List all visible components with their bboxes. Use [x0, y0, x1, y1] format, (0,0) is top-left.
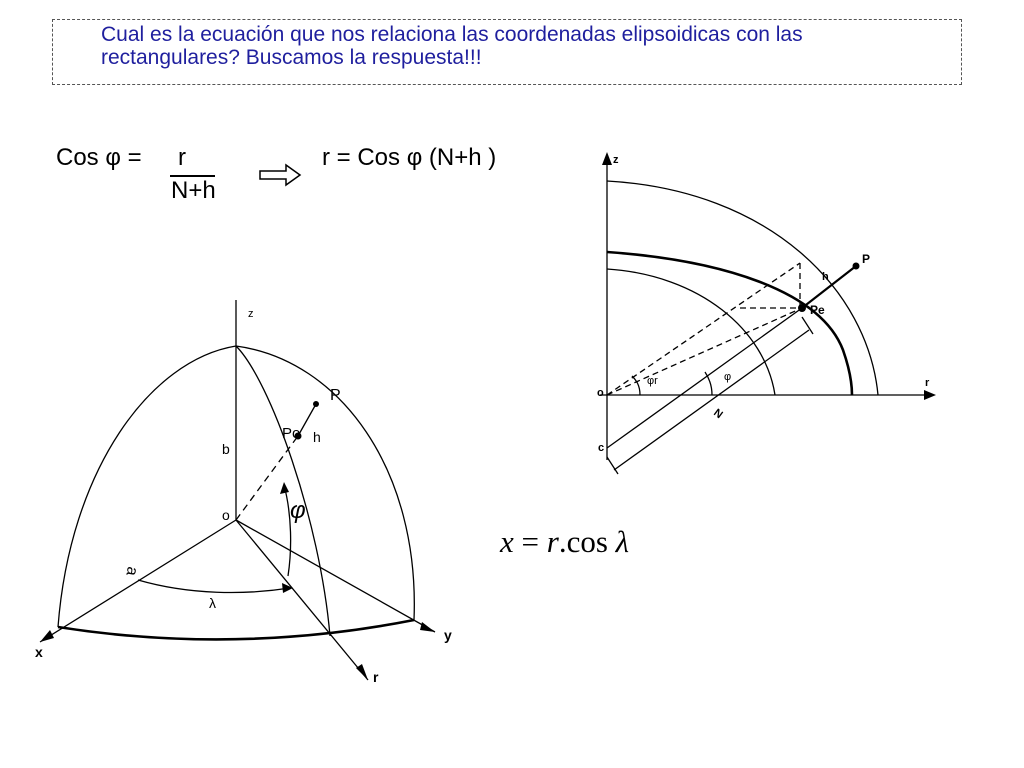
eq-r: r: [546, 524, 559, 559]
label-phi-r: φr: [647, 375, 658, 387]
point-Pe: [798, 304, 806, 312]
label-x: x: [35, 644, 43, 660]
x-equation: [500, 522, 629, 562]
label-z-3d: z: [248, 308, 254, 320]
label-phi-3d: φ: [290, 497, 306, 524]
formula-right: r = Cos φ (N+h ): [322, 144, 497, 171]
label-r-2d: r: [925, 377, 930, 389]
phi-r-arc-2d: [632, 376, 640, 395]
eq-lambda: λ: [615, 524, 630, 559]
label-h-2d: h: [822, 271, 829, 283]
formula-denominator: N+h: [171, 177, 216, 204]
label-lambda: λ: [209, 595, 216, 611]
outer-circle-arc: [607, 181, 878, 395]
label-h-3d: h: [313, 429, 321, 445]
label-P-2d: P: [862, 252, 871, 266]
formula-numerator: r: [178, 144, 186, 171]
eq-equals: =: [521, 524, 539, 559]
label-Pe: Pe: [810, 303, 825, 317]
e-dashed: [607, 263, 800, 395]
question-text: Cual es la ecuación que nos relaciona las coordenadas elipsoidicas con las rectangulares? Buscamos la respuesta!!!: [101, 23, 803, 69]
r-arrow-2d-icon: [924, 390, 936, 400]
h-line: [802, 266, 856, 308]
label-o-2d: o: [597, 387, 604, 399]
label-Po: Po: [282, 425, 301, 442]
label-c: c: [598, 442, 605, 454]
N-tick-start: [607, 457, 618, 474]
label-N: N: [711, 406, 725, 422]
eq-x: x: [500, 524, 514, 559]
label-phi-2d: φ: [724, 371, 732, 383]
label-y: y: [444, 627, 452, 643]
eq-cos: .cos: [558, 524, 608, 559]
label-z-2d: z: [613, 154, 619, 166]
z-arrow-2d-icon: [602, 152, 612, 165]
label-a: a: [122, 565, 141, 578]
label-r-3d: r: [373, 669, 379, 685]
label-P-3d: P: [330, 387, 341, 404]
normal-line: [607, 308, 802, 448]
point-P-2d: [853, 263, 860, 270]
label-o-3d: o: [222, 507, 230, 523]
formula-left: Cos φ =: [56, 144, 142, 171]
label-b: b: [222, 441, 230, 457]
N-dimension: [614, 330, 809, 470]
